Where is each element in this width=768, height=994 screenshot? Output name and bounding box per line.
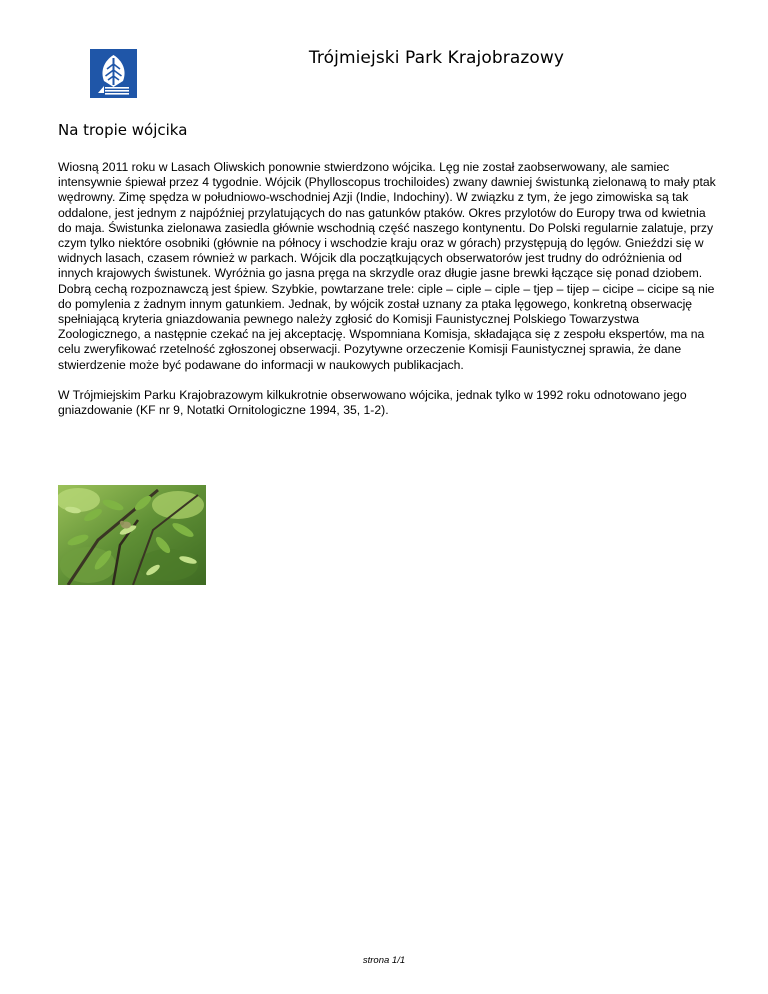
article-paragraph: W Trójmiejskim Parku Krajobrazowym kilkukrotnie obserwowano wójcika, jednak tylko w 1992 roku odnotowano jego gniazdowanie (KF nr 9, Notatki Ornitologiczne 1994, 35, 1-2). [58, 387, 687, 418]
article-body [58, 160, 718, 433]
article-paragraph: Wiosną 2011 roku w Lasach Oliwskich ponownie stwierdzono wójcika. Lęg nie został zaobserwowany, ale samiec intensywnie śpiewał przez 4 tygodnie. Wójcik (Phylloscopus trochiloides) zwany dawniej świstunką zielonawą to mały ptak wędrowny. Zimę spędza w południowo-wschodniej Azji (Indie, Indochiny). W związku z tym, że jego zimowiska są tak oddalone, jest jednym z najpóźniej przylatujących do nas gatunków ptaków. Okres przylotów do Europy trwa od kwietnia do maja. Świstunka zielonawa zasiedla głównie wschodnią część naszego kontynentu. Do Polski regularnie zalatuje, przy czym tylko niektóre osobniki (głównie na północy i wschodzie kraju oraz w górach) przystępują do lęgów. Gnieździ się w widnych lasach, czasem również w parkach. Wójcik dla początkujących obserwatorów jest trudny do odróżnienia od innych krajowych świstunek. Wyróżnia go jasna pręga na skrzydle oraz długie jasne brewki łączące się ponad dziobem. Dobrą cechą rozpoznawczą jest śpiew. Szybkie, powtarzane trele: ciple – ciple – ciple – tjep – tijep – cicipe – cicipe są nie do pomylenia z żadnym innym gatunkiem. Jednak, by wójcik został uznany za ptaka lęgowego, konkretną obserwację spełniającą kryteria gniazdowania pewnego należy zgłosić do Komisji Faunistycznej Polskiego Towarzystwa Zoologicznego, a następnie czekać na jej akceptację. Wspomniana Komisja, składająca się z zespołu ekspertów, ma na celu zweryfikować rzetelność zgłoszonej obserwacji. Pozytywne orzeczenie Komisji Faunistycznej sprawia, że dane stwierdzenie może być podawane do informacji w naukowych publikacjach. [58, 160, 716, 372]
bird-in-green-foliage-photo [58, 485, 206, 585]
article-title: Na tropie wójcika [58, 121, 188, 139]
page-number: strona 1/1 [362, 955, 406, 966]
site-title: Trójmiejski Park Krajobrazowy [308, 48, 565, 68]
